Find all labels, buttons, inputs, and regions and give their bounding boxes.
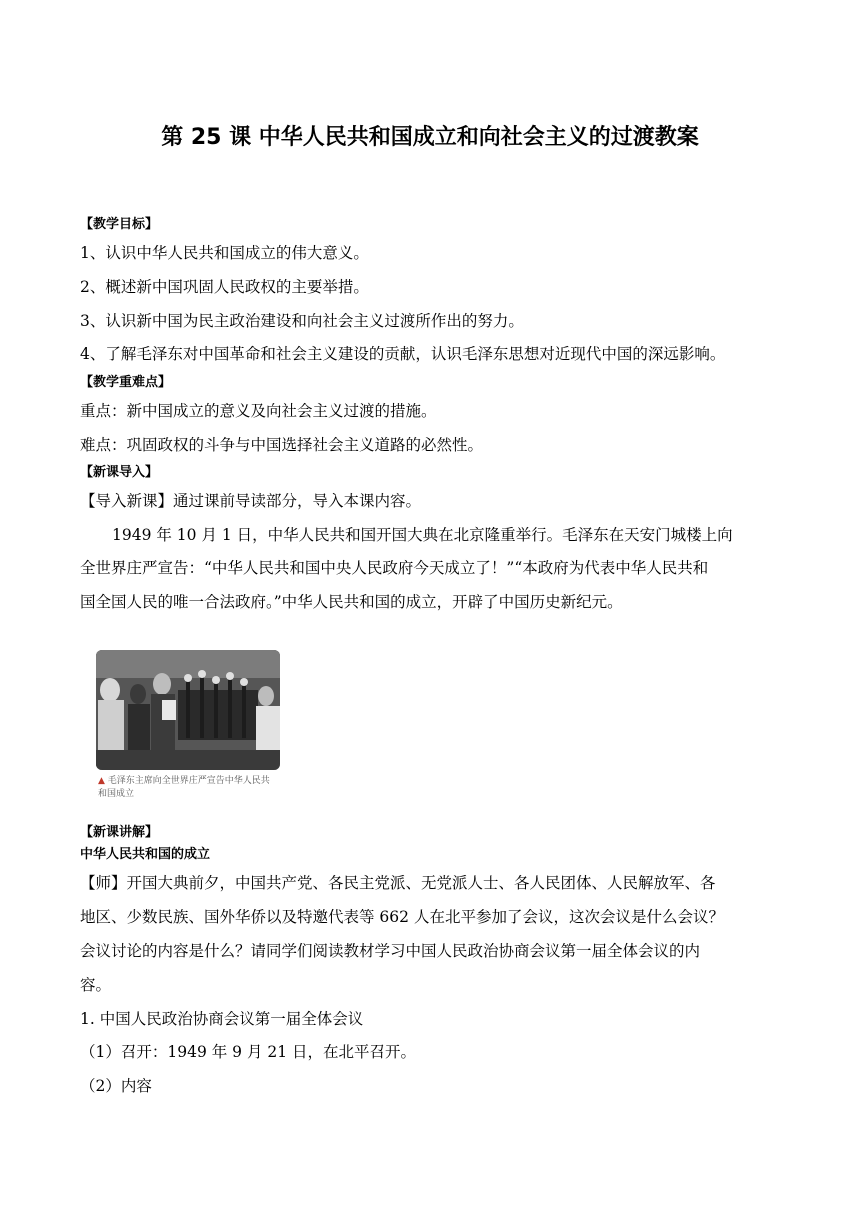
intro-heading: 【新课导入】 [80,465,159,480]
point-1: 1. 中国人民政治协商会议第一届全体会议 [80,1010,364,1028]
point-1-content: （2）内容 [80,1077,152,1095]
objective-item-1: 1、认识中华人民共和国成立的伟大意义。 [80,244,369,262]
teacher-line-2: 地区、少数民族、国外华侨以及特邀代表等 662 人在北平参加了会议，这次会议是什么会议？ [80,908,724,926]
objective-item-3: 3、认识新中国为民主政治建设和向社会主义过渡所作出的努力。 [80,312,524,330]
teacher-line-3: 会议讨论的内容是什么？请同学们阅读教材学习中国人民政治协商会议第一届全体会议的内 [80,942,701,960]
document-title: 第 25 课 中华人民共和国成立和向社会主义的过渡教案 [161,125,699,150]
key-points-heading: 【教学重难点】 [80,375,172,390]
teacher-line-1: 【师】开国大典前夕，中国共产党、各民主党派、无党派人士、各人民团体、人民解放军、各 [80,874,716,892]
intro-paragraph-line-1: 1949 年 10 月 1 日，中华人民共和国开国大典在北京隆重举行。毛泽东在天安门城楼上向 [112,526,733,544]
caption-triangle-icon: ▲ [98,776,105,786]
photo-caption [98,775,278,801]
teacher-line-4: 容。 [80,976,112,994]
intro-paragraph-line-3: 国全国人民的唯一合法政府。”中华人民共和国的成立，开辟了中国历史新纪元。 [80,593,623,611]
point-1-convening: （1）召开：1949 年 9 月 21 日，在北平召开。 [80,1043,417,1061]
founding-ceremony-photo [96,650,280,770]
lecture-subheading: 中华人民共和国的成立 [80,847,211,862]
objectives-heading: 【教学目标】 [80,217,159,232]
founding-ceremony-figure [96,650,280,805]
lecture-heading: 【新课讲解】 [80,825,159,840]
key-point-difficulty: 难点：巩固政权的斗争与中国选择社会主义道路的必然性。 [80,436,484,454]
objective-item-2: 2、概述新中国巩固人民政权的主要举措。 [80,278,369,296]
key-point-focus: 重点：新中国成立的意义及向社会主义过渡的措施。 [80,402,437,420]
intro-lead: 【导入新课】通过课前导读部分，导入本课内容。 [80,492,422,510]
objective-item-4: 4、了解毛泽东对中国革命和社会主义建设的贡献，认识毛泽东思想对近现代中国的深远影响。 [80,345,726,363]
intro-paragraph-line-2: 全世界庄严宣告：“中华人民共和国中央人民政府今天成立了！”“本政府为代表中华人民共和 [80,559,709,577]
photo-caption-text: 毛泽东主席向全世界庄严宣告中华人民共和国成立 [98,776,270,799]
